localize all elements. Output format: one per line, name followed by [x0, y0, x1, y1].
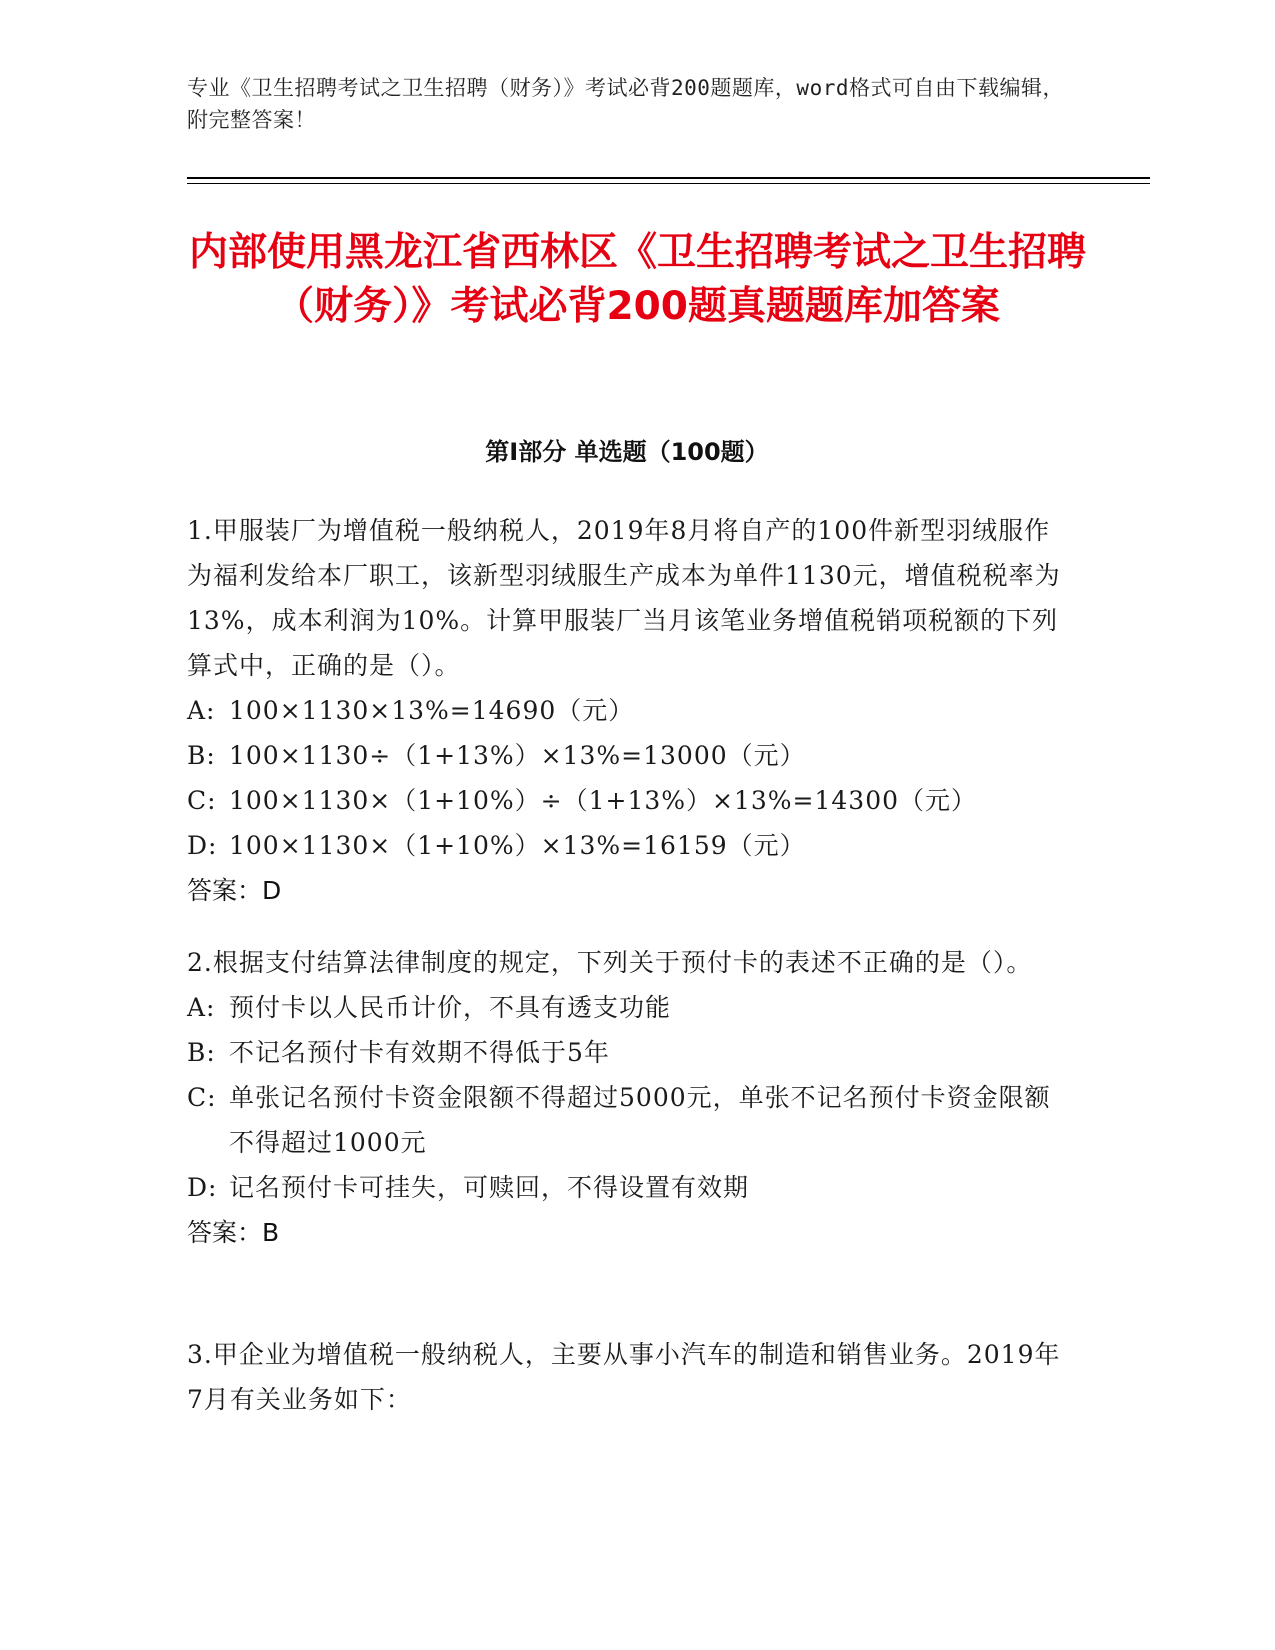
option-d	[187, 823, 1067, 868]
option-text: 预付卡以人民币计价，不具有透支功能	[229, 993, 672, 1022]
option-a	[187, 985, 1067, 1030]
document-title: 内部使用黑龙江省西林区《卫生招聘考试之卫生招聘（财务）》考试必背200题真题题库加答案	[188, 230, 1086, 329]
question-stem: 1.甲服装厂为增值税一般纳税人，2019年8月将自产的100件新型羽绒服作为福利发给本厂职工，该新型羽绒服生产成本为单件1130元，增值税税率为13%，成本利润为10%。计算甲服装厂当月该笔业务增值税销项税额的下列算式中，正确的是（）。	[187, 516, 1061, 680]
header-divider-thick	[187, 177, 1150, 179]
option-text: 单张记名预付卡资金限额不得超过5000元，单张不记名预付卡资金限额不得超过1000元	[229, 1083, 1051, 1157]
option-text: 100×1130÷（1+13%）×13%=13000（元）	[229, 741, 806, 770]
option-key: D:	[187, 831, 218, 860]
option-key: B:	[187, 1038, 216, 1067]
answer-label: 答案：D	[187, 876, 282, 905]
question-1	[187, 508, 1067, 913]
option-b	[187, 1030, 1067, 1075]
question-3	[187, 1332, 1067, 1422]
option-d	[187, 1165, 1067, 1210]
header-divider-thin	[187, 183, 1150, 184]
option-key: D:	[187, 1173, 218, 1202]
question-stem: 2.根据支付结算法律制度的规定，下列关于预付卡的表述不正确的是（）。	[187, 948, 1033, 977]
option-text: 记名预付卡可挂失，可赎回，不得设置有效期	[229, 1173, 750, 1202]
option-key: C:	[187, 1083, 217, 1112]
option-text: 100×1130×（1+10%）×13%=16159（元）	[229, 831, 806, 860]
option-b	[187, 733, 1067, 778]
question-2	[187, 940, 1067, 1255]
answer-label: 答案：B	[187, 1218, 280, 1247]
option-key: C:	[187, 786, 217, 815]
option-text: 100×1130×（1+10%）÷（1+13%）×13%=14300（元）	[229, 786, 978, 815]
option-text: 100×1130×13%=14690（元）	[229, 696, 635, 725]
option-key: A:	[187, 993, 216, 1022]
option-c	[187, 1075, 1067, 1165]
header-note: 专业《卫生招聘考试之卫生招聘（财务）》考试必背200题题库，word格式可自由下载编辑，附完整答案！	[187, 76, 1064, 132]
option-c	[187, 778, 1067, 823]
option-key: B:	[187, 741, 216, 770]
question-stem: 3.甲企业为增值税一般纳税人，主要从事小汽车的制造和销售业务。2019年7月有关业务如下：	[187, 1340, 1061, 1414]
option-a	[187, 688, 1067, 733]
option-key: A:	[187, 696, 216, 725]
section-title: 第Ⅰ部分 单选题（100题）	[485, 438, 769, 466]
option-text: 不记名预付卡有效期不得低于5年	[229, 1038, 610, 1067]
